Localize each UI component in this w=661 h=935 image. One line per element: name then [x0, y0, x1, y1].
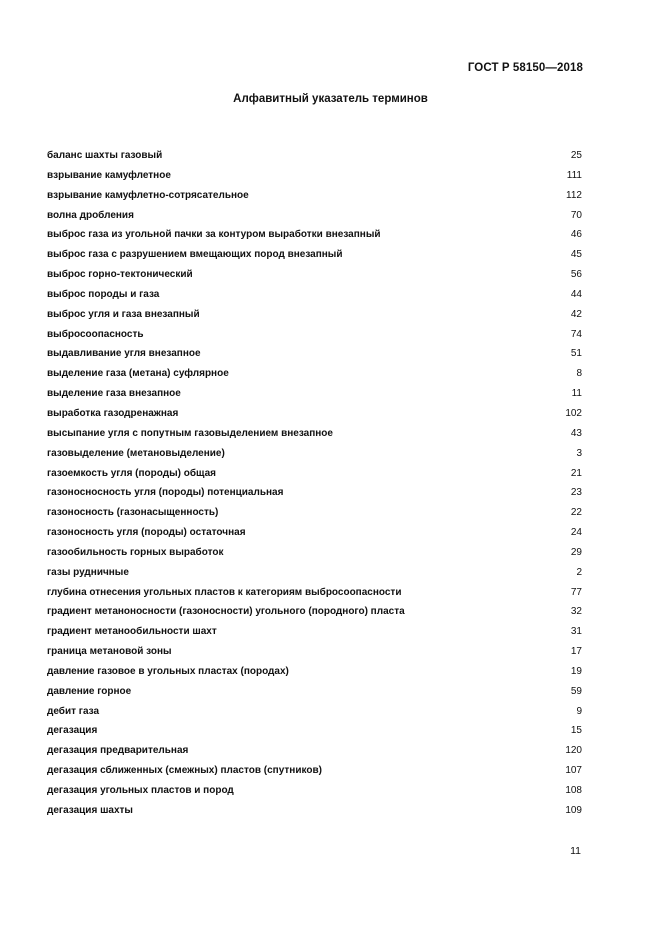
index-entry	[47, 408, 582, 428]
index-term: высыпание угля с попутным газовыделением внезапное	[47, 427, 333, 439]
index-term: дегазация шахты	[47, 804, 133, 816]
index-entry	[47, 229, 582, 249]
index-page-number: 102	[565, 407, 582, 419]
index-term: выдавливание угля внезапное	[47, 348, 201, 360]
index-entry	[47, 646, 582, 666]
index-page-number: 70	[570, 209, 582, 221]
index-term: взрывание камуфлетно-сотрясательное	[47, 189, 249, 201]
index-entry	[47, 626, 582, 646]
index-entry	[47, 686, 582, 706]
index-entry	[47, 785, 582, 805]
index-page-number: 11	[571, 388, 582, 400]
index-page-number: 32	[570, 606, 582, 618]
index-term: взрывание камуфлетное	[47, 169, 171, 181]
index-page-number: 111	[566, 169, 582, 181]
index-entry	[47, 348, 582, 368]
index-term: выброс горно-тектонический	[47, 269, 193, 281]
index-entry	[47, 745, 582, 765]
index-entry	[47, 448, 582, 468]
index-term: баланс шахты газовый	[47, 150, 163, 161]
index-page-number: 31	[570, 626, 582, 638]
index-term: выделение газа внезапное	[47, 388, 181, 400]
index-page-number: 112	[566, 189, 582, 201]
index-page-number: 43	[570, 427, 582, 439]
index-term: дебит газа	[47, 705, 100, 717]
index-term: дегазация сближенных (смежных) пластов (спутников)	[47, 765, 322, 777]
index-term: газовыделение (метановыделение)	[47, 447, 225, 459]
index-page-number: 46	[570, 229, 582, 241]
index-title: Алфавитный указатель терминов	[233, 93, 428, 105]
index-term: дегазация угольных пластов и пород	[47, 785, 234, 796]
index-page-number: 9	[576, 705, 582, 717]
index-page-number: 120	[565, 745, 582, 757]
index-entry	[47, 368, 582, 388]
index-term: глубина отнесения угольных пластов к категориям выбросоопасности	[47, 586, 402, 598]
index-term: газоносносность угля (породы) потенциальная	[47, 487, 284, 499]
index-entry	[47, 666, 582, 686]
page-number: 11	[570, 845, 581, 857]
index-term: давление газовое в угольных пластах (породах)	[47, 665, 289, 677]
index-page-number: 45	[570, 249, 582, 261]
index-term: выброс породы и газа	[47, 288, 160, 300]
index-term: граница метановой зоны	[47, 646, 172, 658]
index-page-number: 107	[565, 765, 582, 777]
index-term: газообильность горных выработок	[47, 546, 224, 558]
index-term: дегазация	[47, 725, 98, 737]
index-page-number: 51	[570, 348, 582, 360]
index-page-number: 23	[570, 487, 582, 499]
index-entry	[47, 487, 582, 507]
index-term: волна дробления	[47, 209, 134, 221]
index-page-number: 3	[576, 447, 582, 459]
index-page-number: 109	[565, 804, 582, 816]
index-entry	[47, 329, 582, 349]
index-page-number: 21	[570, 467, 582, 479]
index-page-number: 25	[570, 150, 582, 161]
standard-code: ГОСТ Р 58150—2018	[467, 62, 583, 74]
index-entry	[47, 567, 582, 587]
index-page-number: 42	[570, 308, 582, 320]
index-term: газоносность угля (породы) остаточная	[47, 527, 246, 539]
index-entry	[47, 706, 582, 726]
index-page-number: 19	[570, 665, 582, 677]
index-term: выброс газа из угольной пачки за контуром выработки внезапный	[47, 229, 381, 241]
index-page-number: 17	[570, 646, 582, 658]
index-entry	[47, 190, 582, 210]
index-entry	[47, 269, 582, 289]
index-term: выработка газодренажная	[47, 407, 179, 419]
index-term: газоносность (газонасыщенность)	[47, 507, 219, 519]
index-term: дегазация предварительная	[47, 745, 189, 757]
index-entry	[47, 468, 582, 488]
index-term: газы рудничные	[47, 566, 129, 578]
index-entry	[47, 289, 582, 309]
index-entry	[47, 725, 582, 745]
index-term: градиент метанообильности шахт	[47, 626, 217, 638]
index-term: выброс угля и газа внезапный	[47, 308, 200, 320]
index-entry	[47, 249, 582, 269]
index-entry	[47, 170, 582, 190]
index-page-number: 2	[576, 566, 582, 578]
index-entry	[47, 309, 582, 329]
index-entry	[47, 428, 582, 448]
index-term: выброс газа с разрушением вмещающих пород внезапный	[47, 249, 343, 261]
index-entry	[47, 507, 582, 527]
index-term: газоемкость угля (породы) общая	[47, 467, 216, 479]
index-page-number: 108	[565, 785, 582, 796]
term-index-list	[47, 150, 582, 825]
index-entry	[47, 527, 582, 547]
index-page-number: 77	[570, 586, 582, 598]
index-term: градиент метаноносности (газоносности) угольного (породного) пласта	[47, 606, 405, 618]
index-term: выделение газа (метана) суфлярное	[47, 368, 229, 380]
index-page-number: 74	[570, 328, 582, 340]
index-page-number: 59	[570, 685, 582, 697]
index-term: давление горное	[47, 685, 132, 697]
index-page-number: 8	[576, 368, 582, 380]
index-entry	[47, 765, 582, 785]
index-page-number: 56	[570, 269, 582, 281]
index-page-number: 15	[570, 725, 582, 737]
index-entry	[47, 805, 582, 825]
index-page-number: 44	[570, 288, 582, 300]
index-term: выбросоопасность	[47, 328, 144, 340]
index-entry	[47, 388, 582, 408]
index-entry	[47, 150, 582, 170]
index-entry	[47, 587, 582, 607]
index-page-number: 24	[570, 527, 582, 539]
index-entry	[47, 547, 582, 567]
index-entry	[47, 606, 582, 626]
index-page-number: 29	[570, 546, 582, 558]
index-entry	[47, 210, 582, 230]
index-page-number: 22	[570, 507, 582, 519]
